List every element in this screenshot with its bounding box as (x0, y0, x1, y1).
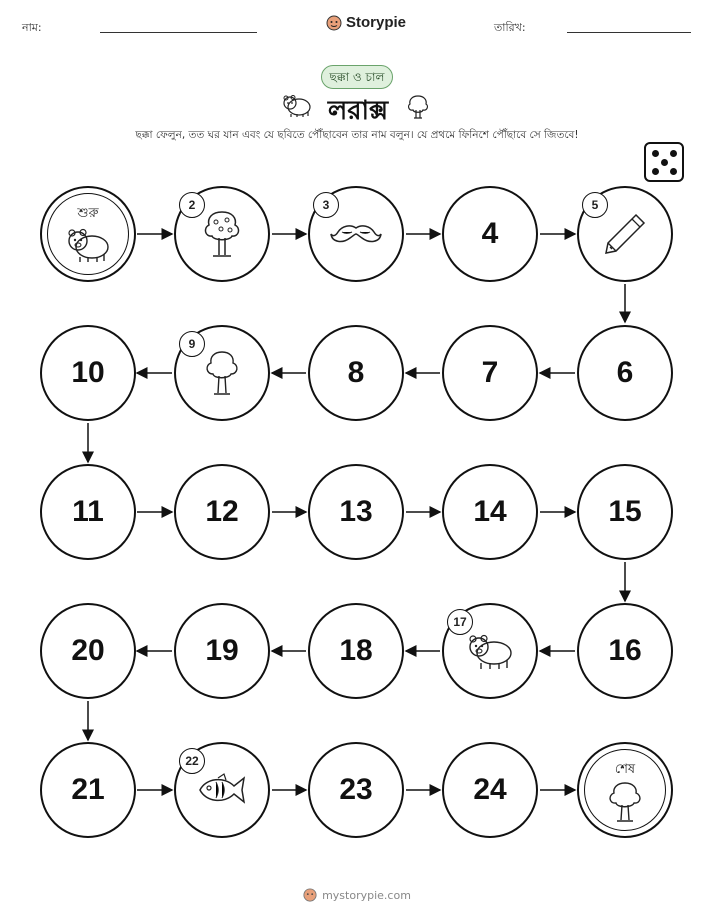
page-title: লরাক্স (327, 96, 389, 126)
tree-icon (199, 208, 245, 260)
cell-number-badge: 2 (179, 192, 205, 218)
cell-number-badge: 9 (179, 331, 205, 357)
tree-icon (605, 780, 645, 824)
cell-number: 4 (481, 217, 499, 250)
cell-number: 13 (339, 495, 373, 528)
cell-number: 10 (71, 356, 105, 389)
cell-number-badge: 3 (313, 192, 339, 218)
board-cell[interactable] (577, 464, 673, 560)
footer-site: mystorypie.com (322, 888, 411, 902)
board-cell[interactable] (174, 742, 270, 838)
end-label: শেষ (614, 762, 636, 777)
end-cell[interactable] (577, 742, 673, 838)
cell-number: 23 (339, 773, 373, 806)
board-cell[interactable] (308, 742, 404, 838)
board-cell[interactable] (174, 603, 270, 699)
board-cell[interactable] (577, 325, 673, 421)
fish-icon (196, 770, 248, 810)
cell-number: 15 (608, 495, 642, 528)
board-cell[interactable] (308, 603, 404, 699)
board-cell[interactable] (442, 603, 538, 699)
board-cell[interactable] (40, 464, 136, 560)
cell-number-badge: 22 (179, 748, 205, 774)
cell-number-badge: 17 (447, 609, 473, 635)
bear-icon (64, 224, 112, 264)
brand-name: Storypie (346, 14, 407, 31)
board-cell[interactable] (174, 325, 270, 421)
cell-number: 8 (347, 356, 365, 389)
pencil-icon (602, 211, 648, 257)
mustache-icon (330, 222, 382, 246)
instructions: ছক্কা ফেলুন, তত ঘর যান এবং যে ছবিতে পৌঁছাবেন তার নাম বলুন। যে প্রথমে ফিনিশে পৌঁছাবে সে জিতবে! (135, 129, 579, 141)
board-cell[interactable] (442, 186, 538, 282)
cell-number: 19 (205, 634, 239, 667)
board-cell[interactable] (174, 186, 270, 282)
cell-number: 12 (205, 495, 239, 528)
footer (0, 888, 714, 902)
start-label: শুরু (77, 206, 99, 221)
name-label: নাম: (22, 21, 42, 34)
board-cell[interactable] (40, 603, 136, 699)
board-cell[interactable] (442, 325, 538, 421)
board-cell[interactable] (308, 325, 404, 421)
date-label: তারিখ: (494, 21, 526, 34)
cell-number-badge: 5 (582, 192, 608, 218)
cell-number: 20 (71, 634, 105, 667)
game-tag: ছক্কা ও চাল (321, 65, 393, 89)
board-cell[interactable] (577, 186, 673, 282)
tree-icon (202, 349, 242, 397)
cell-number: 11 (72, 495, 104, 528)
board-cell[interactable] (442, 742, 538, 838)
board-cell[interactable] (40, 325, 136, 421)
start-cell[interactable] (40, 186, 136, 282)
cell-number: 21 (71, 773, 105, 806)
bear-icon (464, 630, 516, 672)
board-cell[interactable] (40, 742, 136, 838)
cell-number: 18 (339, 634, 373, 667)
cell-number: 14 (473, 495, 507, 528)
board-cell[interactable] (577, 603, 673, 699)
cell-number: 7 (481, 356, 499, 389)
cell-number: 16 (608, 634, 642, 667)
cell-number: 6 (616, 356, 634, 389)
storypie-logo-icon (303, 888, 317, 902)
board-cell[interactable] (442, 464, 538, 560)
cell-number: 24 (473, 773, 507, 806)
board-cell[interactable] (174, 464, 270, 560)
board-cell[interactable] (308, 186, 404, 282)
board-cell[interactable] (308, 464, 404, 560)
